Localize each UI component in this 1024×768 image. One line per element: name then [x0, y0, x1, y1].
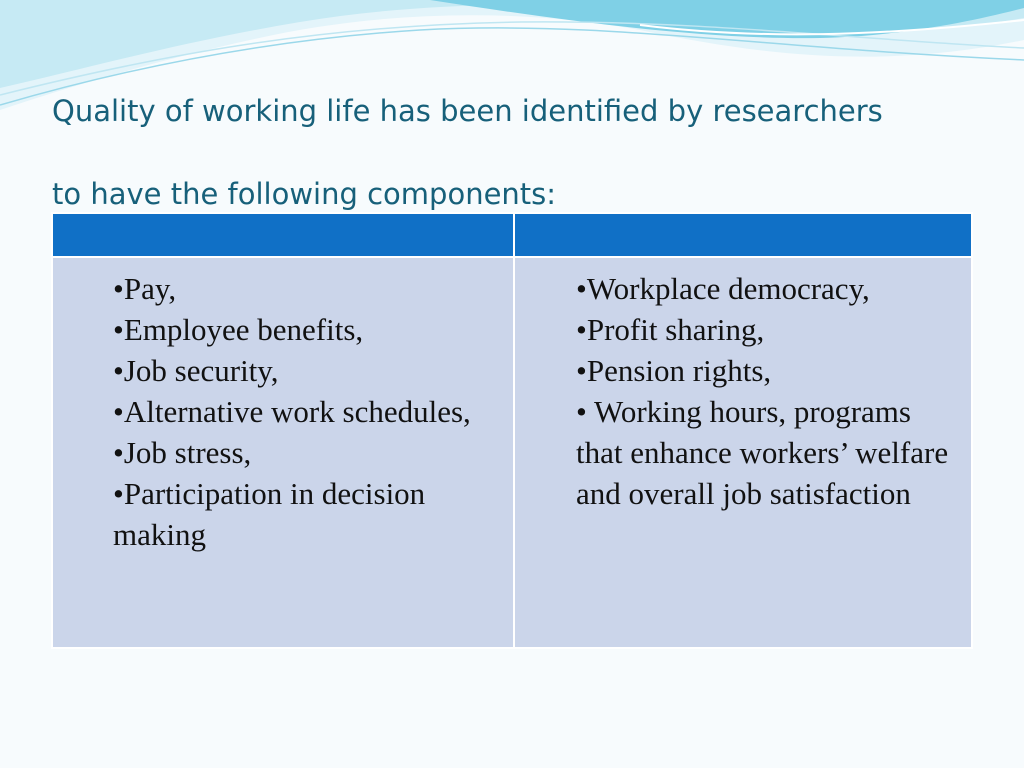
list-item: •Pay, — [113, 271, 177, 306]
list-item: •Pension rights, — [576, 353, 772, 388]
left-components-cell — [52, 257, 514, 648]
list-item: • Working hours, programs that enhance workers’ welfare and overall job satisfaction — [576, 394, 949, 511]
left-components-list — [53, 258, 513, 555]
title-line-1: Quality of working life has been identified by researchers — [52, 94, 883, 128]
right-components-cell — [514, 257, 972, 648]
right-components-list — [515, 258, 971, 514]
list-item: •Job stress, — [113, 435, 252, 470]
components-table — [51, 212, 973, 649]
list-item: •Participation in decision making — [113, 476, 426, 552]
table-header-row — [52, 213, 972, 257]
list-item: •Profit sharing, — [576, 312, 765, 347]
header-cell-left — [52, 213, 514, 257]
title-line-2: to have the following components: — [52, 177, 557, 211]
header-cell-right — [514, 213, 972, 257]
list-item: •Workplace democracy, — [576, 271, 870, 306]
list-item: •Job security, — [113, 353, 279, 388]
list-item: •Employee benefits, — [113, 312, 364, 347]
table-body-row — [52, 257, 972, 648]
list-item: •Alternative work schedules, — [113, 394, 471, 429]
